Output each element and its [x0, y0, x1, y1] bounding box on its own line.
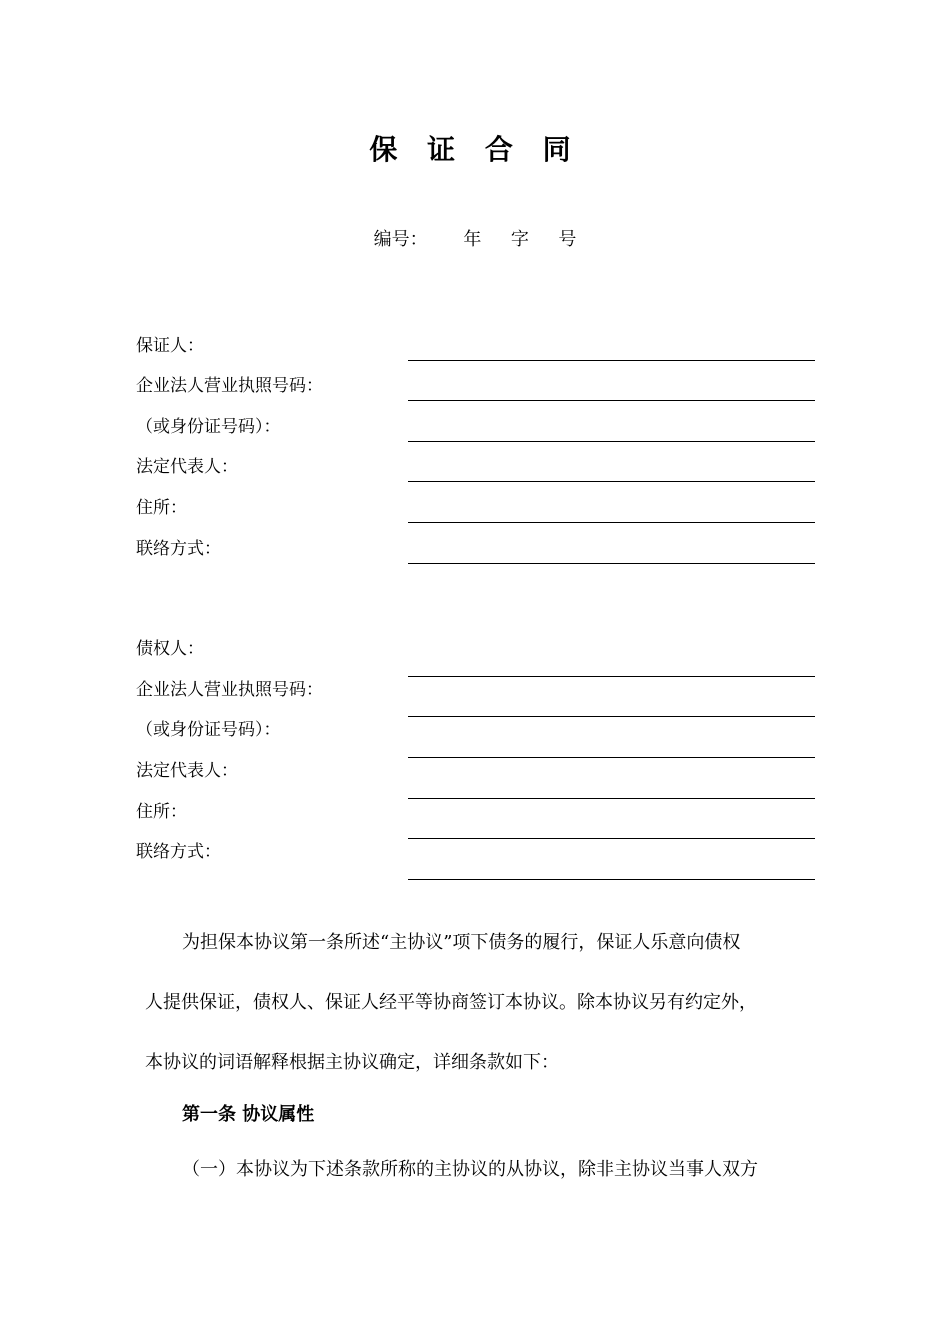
- creditor-address-field[interactable]: [408, 838, 815, 839]
- article-1-clause-1: （一）本协议为下述条款所称的主协议的从协议，除非主协议当事人双方: [182, 1159, 758, 1180]
- guarantor-contact-label: 联络方式：: [136, 539, 221, 559]
- guarantor-id-field[interactable]: [408, 441, 815, 442]
- preamble-line-2: 人提供保证，债权人、保证人经平等协商签订本协议。除本协议另有约定外，: [145, 992, 757, 1013]
- creditor-id-field[interactable]: [408, 757, 815, 758]
- guarantor-rep-field[interactable]: [408, 481, 815, 482]
- creditor-license-label: 企业法人营业执照号码：: [136, 680, 323, 700]
- contract-number-label: 编号：: [373, 229, 428, 250]
- preamble-line-1: 为担保本协议第一条所述“主协议”项下债务的履行，保证人乐意向债权: [182, 932, 741, 953]
- creditor-id-label: （或身份证号码）：: [136, 720, 281, 740]
- contract-number-line: [0, 227, 950, 253]
- contract-number-year: 年: [463, 229, 482, 250]
- guarantor-address-field[interactable]: [408, 522, 815, 523]
- creditor-name-field[interactable]: [408, 676, 815, 677]
- guarantor-address-label: 住所：: [136, 498, 187, 518]
- contract-number-no: 号: [558, 229, 577, 250]
- creditor-rep-label: 法定代表人：: [136, 761, 238, 781]
- creditor-license-field[interactable]: [408, 716, 815, 717]
- creditor-contact-field[interactable]: [408, 879, 815, 880]
- creditor-rep-field[interactable]: [408, 798, 815, 799]
- guarantor-license-label: 企业法人营业执照号码：: [136, 376, 323, 396]
- document-title: 保 证 合 同: [369, 133, 581, 166]
- guarantor-name-label: 保证人：: [136, 336, 204, 356]
- creditor-contact-label: 联络方式：: [136, 842, 221, 862]
- guarantor-name-field[interactable]: [408, 360, 815, 361]
- contract-number-char: 字: [510, 229, 529, 250]
- guarantor-contact-field[interactable]: [408, 563, 815, 564]
- article-1-heading: 第一条 协议属性: [182, 1104, 315, 1125]
- creditor-name-label: 债权人：: [136, 639, 204, 659]
- preamble-line-3: 本协议的词语解释根据主协议确定，详细条款如下：: [145, 1052, 559, 1073]
- guarantor-rep-label: 法定代表人：: [136, 457, 238, 477]
- guarantor-license-field[interactable]: [408, 400, 815, 401]
- creditor-address-label: 住所：: [136, 802, 187, 822]
- guarantor-id-label: （或身份证号码）：: [136, 417, 281, 437]
